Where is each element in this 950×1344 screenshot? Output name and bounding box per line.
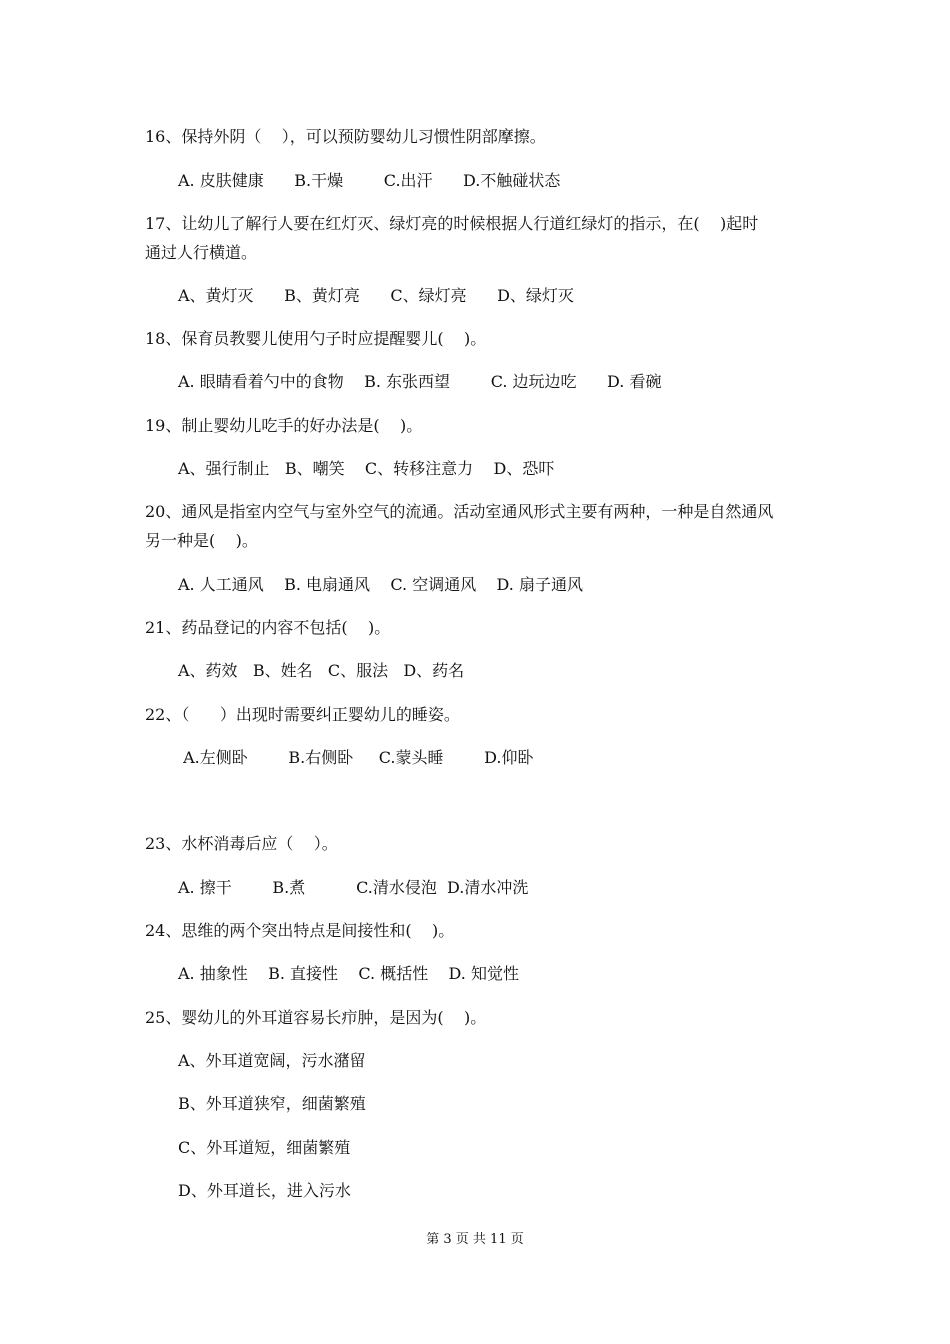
question-stem: 22、（ ）出现时需要纠正婴幼儿的睡姿。 [145, 705, 460, 724]
question-stem: 23、水杯消毒后应（ ）。 [145, 834, 338, 853]
question-stem-line-2: 通过人行横道。 [145, 243, 258, 262]
question-options: A. 皮肤健康 B.干燥 C.出汗 D.不触碰状态 [178, 171, 561, 190]
question-options: A. 人工通风 B. 电扇通风 C. 空调通风 D. 扇子通风 [178, 575, 583, 594]
question-options: A.左侧卧 B.右侧卧 C.蒙头睡 D.仰卧 [178, 748, 534, 767]
question-options: A、黄灯灭 B、黄灯亮 C、绿灯亮 D、绿灯灭 [178, 286, 574, 305]
question-stem: 21、药品登记的内容不包括( )。 [145, 618, 391, 637]
question-options: A、药效 B、姓名 C、服法 D、药名 [178, 661, 465, 680]
question-stem-line-1: 20、通风是指室内空气与室外空气的流通。活动室通风形式主要有两种，一种是自然通风 [145, 502, 774, 521]
option-a: A、外耳道宽阔，污水潴留 [178, 1051, 366, 1070]
page-number-footer: 第 3 页 共 11 页 [426, 1232, 524, 1247]
question-options: A. 眼睛看着勺中的食物 B. 东张西望 C. 边玩边吃 D. 看碗 [178, 372, 662, 391]
question-options: A、强行制止 B、嘲笑 C、转移注意力 D、恐吓 [178, 459, 555, 478]
option-b: B、外耳道狭窄，细菌繁殖 [178, 1094, 366, 1113]
question-stem: 24、思维的两个突出特点是间接性和( )。 [145, 921, 455, 940]
question-stem-line-1: 17、让幼儿了解行人要在红灯灭、绿灯亮的时候根据人行道红绿灯的指示，在( )起时 [145, 214, 759, 233]
question-stem: 19、制止婴幼儿吃手的好办法是( )。 [145, 416, 423, 435]
question-stem-line-2: 另一种是( )。 [145, 531, 258, 550]
question-stem: 18、保育员教婴儿使用勺子时应提醒婴儿( )。 [145, 329, 487, 348]
option-c: C、外耳道短，细菌繁殖 [178, 1138, 351, 1157]
question-options: A. 擦干 B.煮 C.清水侵泡 D.清水冲洗 [178, 878, 529, 897]
question-options: A. 抽象性 B. 直接性 C. 概括性 D. 知觉性 [178, 964, 519, 983]
option-d: D、外耳道长，进入污水 [178, 1181, 351, 1200]
question-stem: 25、婴幼儿的外耳道容易长疖肿，是因为( )。 [145, 1008, 487, 1027]
question-stem: 16、保持外阴（ ），可以预防婴幼儿习惯性阴部摩擦。 [145, 127, 546, 146]
